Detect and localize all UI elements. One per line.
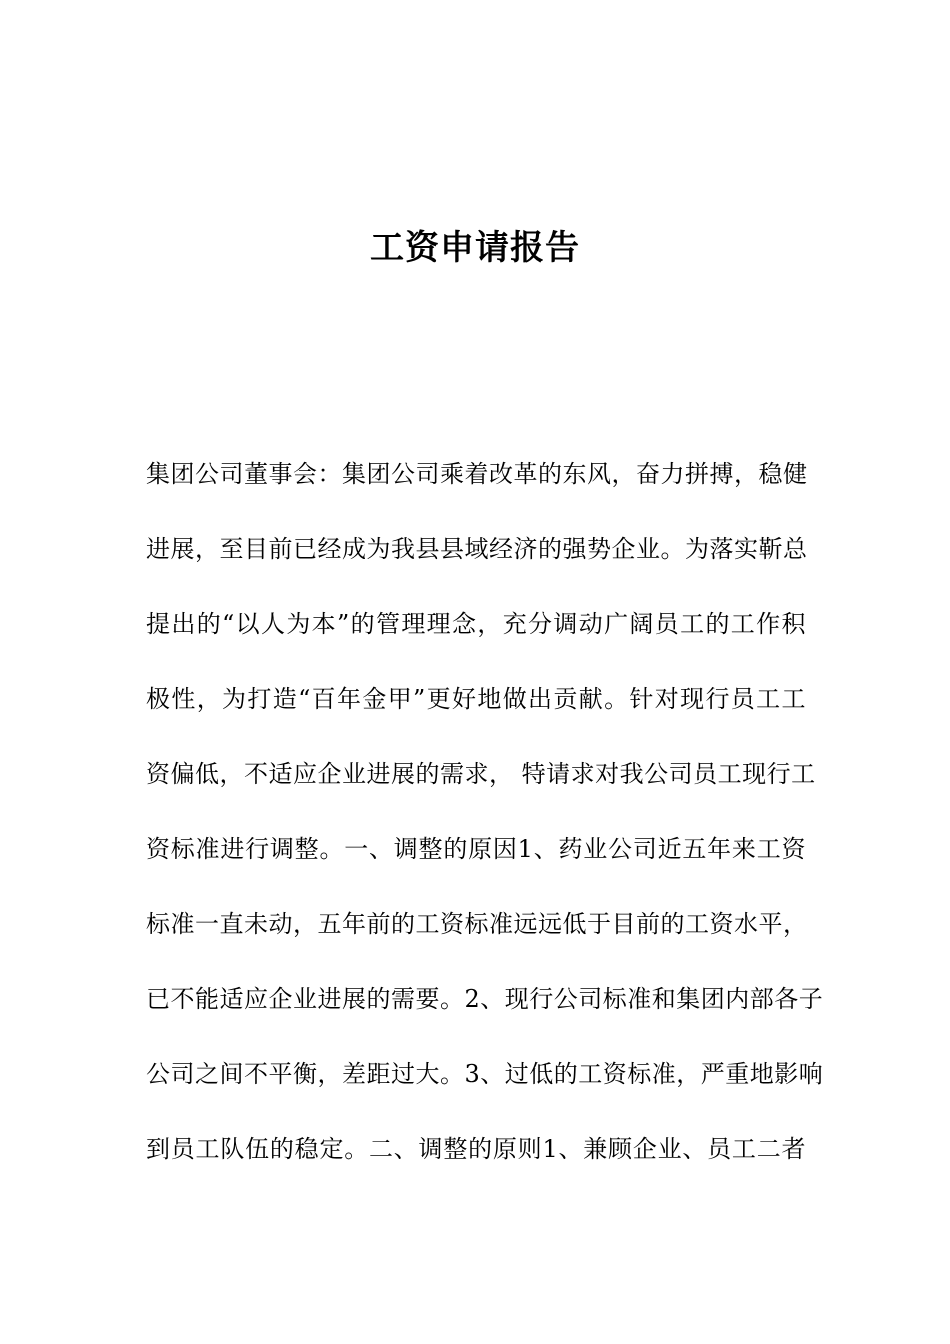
document-title: 工资申请报告 <box>370 228 580 268</box>
body-line: 资偏低，不适应企业进展的需求， 特请求对我公司员工现行工 <box>146 760 816 788</box>
body-line: 提出的“以人为本”的管理理念，充分调动广阔员工的工作积 <box>146 610 806 638</box>
body-line: 资标准进行调整。一、调整的原因1、药业公司近五年来工资 <box>146 835 806 863</box>
body-line: 集团公司董事会：集团公司乘着改革的东风，奋力拼搏，稳健 <box>146 460 808 488</box>
body-line: 公司之间不平衡，差距过大。3、过低的工资标准，严重地影响 <box>146 1060 824 1088</box>
body-line: 标准一直未动，五年前的工资标准远远低于目前的工资水平， <box>146 910 808 938</box>
body-line: 进展，至目前已经成为我县县域经济的强势企业。为落实靳总 <box>146 535 808 563</box>
body-line: 极性，为打造“百年金甲”更好地做出贡献。针对现行员工工 <box>146 685 806 713</box>
body-line: 已不能适应企业进展的需要。2、现行公司标准和集团内部各子 <box>146 985 824 1013</box>
document-body <box>146 450 824 1200</box>
body-line: 到员工队伍的稳定。二、调整的原则1、兼顾企业、员工二者 <box>146 1135 806 1163</box>
